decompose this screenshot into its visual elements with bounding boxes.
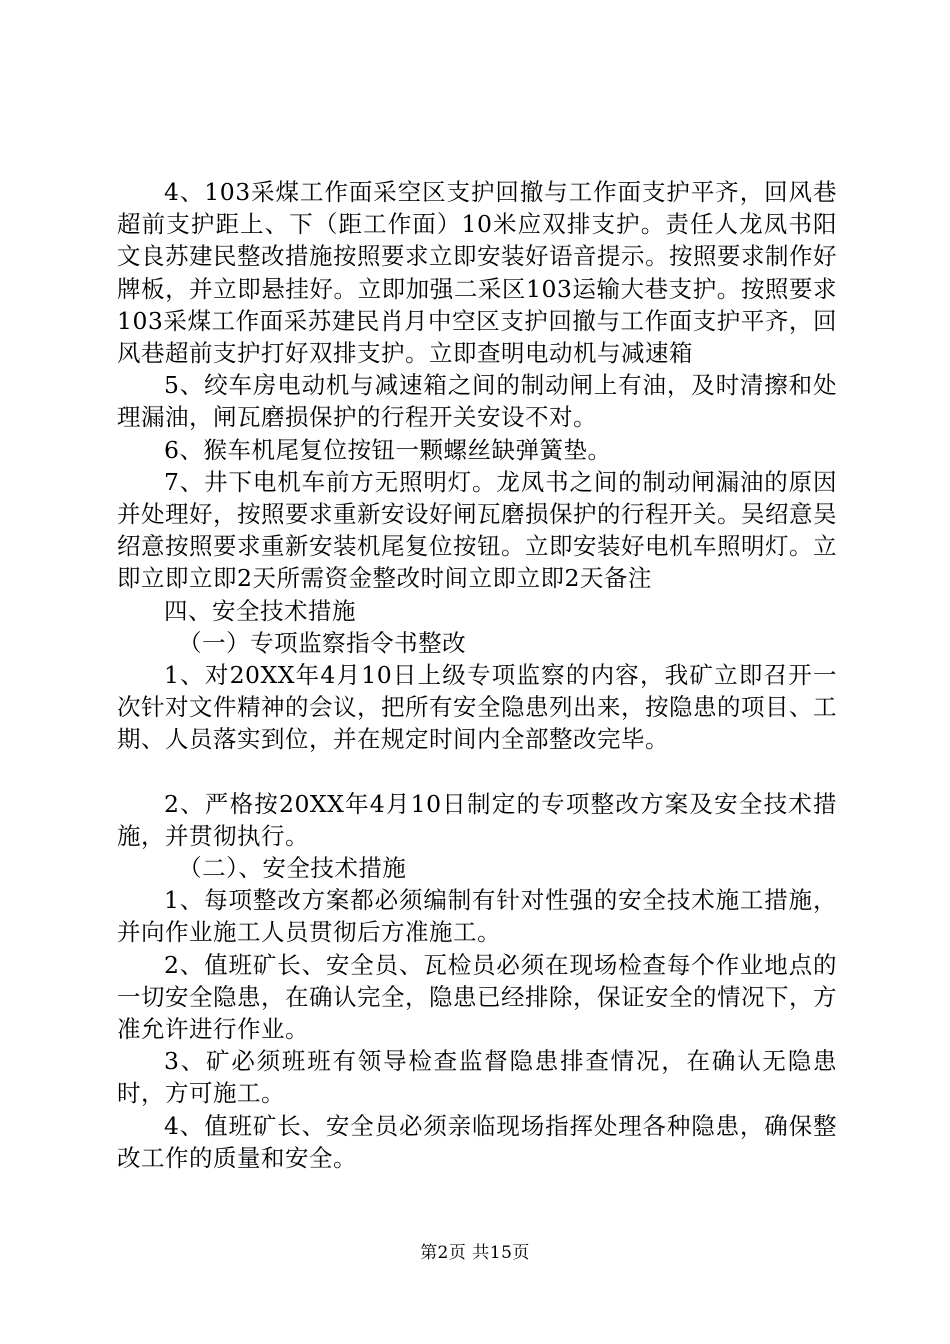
paragraph-inspection-1: 1、对20XX年4月10日上级专项监察的内容，我矿立即召开一次针对文件精神的会议，把所有安全隐患列出来，按隐患的项目、工期、人员落实到位，并在规定时间内全部整改完毕。 — [117, 661, 837, 754]
paragraph-item-5: 5、绞车房电动机与减速箱之间的制动闸上有油，及时清擦和处理漏油，闸瓦磨损保护的行程开关安设不对。 — [117, 371, 837, 432]
paragraph-measure-1: 1、每项整改方案都必须编制有针对性强的安全技术施工措施，并向作业施工人员贯彻后方准施工。 — [117, 886, 837, 947]
paragraph-measure-3: 3、矿必须班班有领导检查监督隐患排查情况，在确认无隐患时，方可施工。 — [117, 1047, 837, 1108]
document-body — [117, 176, 837, 1174]
page-number-footer: 第2页 共15页 — [420, 1243, 530, 1263]
section-heading-safety-measures: 四、安全技术措施 — [164, 596, 356, 625]
subsection-heading-technical-measures: （二）、安全技术措施 — [178, 854, 407, 883]
paragraph-item-6: 6、猴车机尾复位按钮一颗螺丝缺弹簧垫。 — [164, 435, 612, 464]
paragraph-measure-4: 4、值班矿长、安全员必须亲临现场指挥处理各种隐患，确保整改工作的质量和安全。 — [117, 1111, 837, 1172]
paragraph-item-4: 4、103采煤工作面采空区支护回撤与工作面支护平齐，回风巷超前支护距上、下（距工作面）10米应双排支护。责任人龙凤书阳文良苏建民整改措施按照要求立即安装好语音提示。按照要求制作好牌板，并立即悬挂好。立即加强二采区103运输大巷支护。按照要求103采煤工作面采苏建民肖月中空区支护回撤与工作面支护平齐，回风巷超前支护打好双排支护。立即查明电动机与减速箱 — [117, 178, 837, 368]
paragraph-spacer — [117, 756, 837, 788]
subsection-heading-special-inspection: （一）专项监察指令书整改 — [178, 628, 467, 657]
paragraph-measure-2: 2、值班矿长、安全员、瓦检员必须在现场检查每个作业地点的一切安全隐患，在确认完全，隐患已经排除，保证安全的情况下，方准允许进行作业。 — [117, 950, 837, 1044]
paragraph-item-7: 7、井下电机车前方无照明灯。龙凤书之间的制动闸漏油的原因并处理好，按照要求重新安设好闸瓦磨损保护的行程开关。吴绍意吴绍意按照要求重新安装机尾复位按钮。立即安装好电机车照明灯。立即立即立即2天所需资金整改时间立即立即2天备注 — [117, 467, 837, 593]
paragraph-inspection-2: 2、严格按20XX年4月10日制定的专项整改方案及安全技术措施，并贯彻执行。 — [117, 789, 837, 850]
